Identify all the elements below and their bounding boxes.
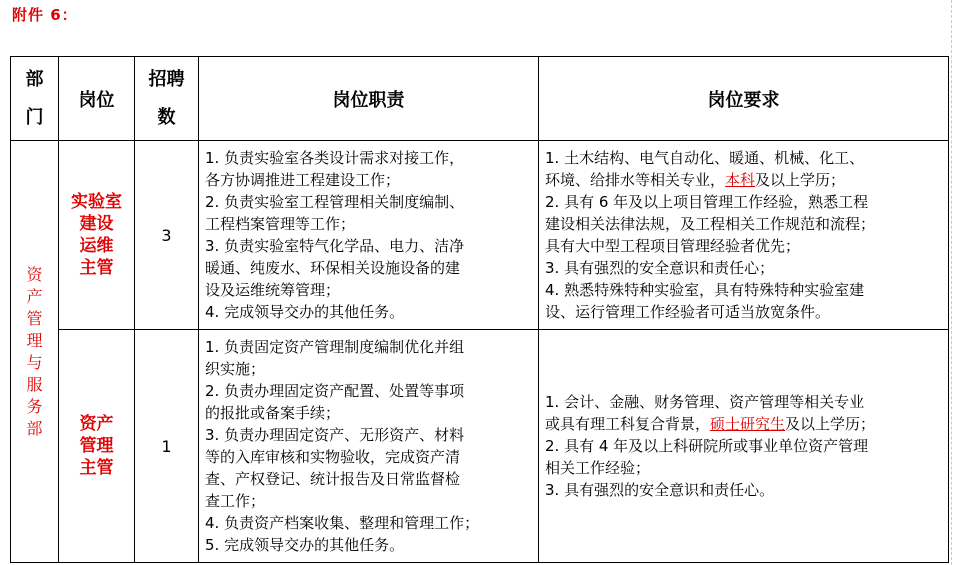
duty-line: 3. 负责实验室特气化学品、电力、洁净	[205, 237, 465, 255]
requirement-text: 及以上学历；	[755, 171, 846, 189]
department-char: 资	[26, 264, 43, 284]
duty-line: 4. 负责资产档案收集、整理和管理工作；	[205, 514, 480, 532]
position-line: 实验室	[71, 192, 122, 212]
position-line: 管理	[79, 436, 114, 456]
header-position: 岗位	[59, 57, 135, 141]
duty-line: 等的入库审核和实物验收，完成资产清	[205, 448, 461, 466]
requirements-cell	[539, 330, 949, 563]
duty-line: 设及运维统筹管理；	[205, 281, 341, 299]
position-cell	[59, 330, 135, 563]
position-line: 主管	[79, 258, 114, 278]
header-dept-char: 部	[25, 68, 44, 90]
duties-cell	[199, 141, 539, 330]
duty-line: 查、产权登记、统计报告及日常监督检	[205, 470, 461, 488]
requirement-text: 及以上学历；	[785, 415, 876, 433]
position-line: 资产	[79, 414, 114, 434]
department-char: 产	[26, 286, 43, 306]
requirement-line: 2. 具有 6 年及以上项目管理工作经验，熟悉工程	[545, 193, 869, 211]
position-line: 运维	[79, 236, 114, 256]
requirement-line: 3. 具有强烈的安全意识和责任心。	[545, 481, 775, 499]
attachment-label: 附件 6：	[12, 6, 78, 24]
page-margin-guide	[951, 0, 953, 565]
header-count-line: 数	[157, 106, 176, 128]
header-count-line: 招聘	[148, 68, 185, 90]
requirement-line: 相关工作经验；	[545, 459, 651, 477]
count-cell: 3	[135, 141, 199, 330]
position-line: 主管	[79, 458, 114, 478]
header-dept	[11, 57, 59, 141]
duty-line: 工程档案管理等工作；	[205, 215, 356, 233]
requirement-text: 或具有理工科复合背景，	[545, 415, 711, 433]
table-row	[11, 330, 949, 563]
header-requirements: 岗位要求	[539, 57, 949, 141]
duty-line: 5. 完成领导交办的其他任务。	[205, 536, 405, 554]
degree-highlight: 本科	[725, 171, 756, 189]
degree-highlight: 硕士研究生	[710, 415, 786, 433]
duty-line: 织实施；	[205, 360, 266, 378]
requirement-line: 2. 具有 4 年及以上科研院所或事业单位资产管理	[545, 437, 869, 455]
department-char: 与	[26, 352, 43, 372]
duty-line: 2. 负责办理固定资产配置、处置等事项	[205, 382, 465, 400]
header-duties: 岗位职责	[199, 57, 539, 141]
requirement-line: 1. 土木结构、电气自动化、暖通、机械、化工、	[545, 149, 865, 167]
duty-line: 1. 负责固定资产管理制度编制优化并组	[205, 338, 465, 356]
requirement-line: 4. 熟悉特殊特种实验室，具有特殊特种实验室建	[545, 281, 865, 299]
requirement-line: 具有大中型工程项目管理经验者优先；	[545, 237, 801, 255]
department-cell	[11, 141, 59, 563]
department-char: 服	[26, 374, 43, 394]
duties-cell	[199, 330, 539, 563]
requirement-line: 3. 具有强烈的安全意识和责任心；	[545, 259, 775, 277]
requirement-line: 设、运行管理工作经验者可适当放宽条件。	[545, 303, 831, 321]
duty-line: 2. 负责实验室工程管理相关制度编制、	[205, 193, 465, 211]
department-char: 部	[26, 418, 43, 438]
duty-line: 3. 负责办理固定资产、无形资产、材料	[205, 426, 465, 444]
requirement-text: 环境、给排水等相关专业，	[545, 171, 726, 189]
header-dept-char: 门	[25, 106, 44, 128]
requirement-line: 1. 会计、金融、财务管理、资产管理等相关专业	[545, 393, 865, 411]
duty-line: 4. 完成领导交办的其他任务。	[205, 303, 405, 321]
department-char: 管	[26, 308, 43, 328]
duty-line: 查工作；	[205, 492, 266, 510]
duty-line: 1. 负责实验室各类设计需求对接工作，	[205, 149, 465, 167]
table-row	[11, 141, 949, 330]
duty-line: 暖通、纯废水、环保相关设施设备的建	[205, 259, 461, 277]
count-cell: 1	[135, 330, 199, 563]
position-line: 建设	[79, 214, 114, 234]
requirement-line	[545, 413, 942, 435]
requirement-line: 建设相关法律法规，及工程相关工作规范和流程；	[545, 215, 876, 233]
requirement-line	[545, 169, 942, 191]
header-count	[135, 57, 199, 141]
position-cell	[59, 141, 135, 330]
department-char: 务	[26, 396, 43, 416]
duty-line: 的报批或备案手续；	[205, 404, 341, 422]
duty-line: 各方协调推进工程建设工作；	[205, 171, 401, 189]
job-table	[10, 56, 949, 563]
department-char: 理	[26, 330, 43, 350]
header-row	[11, 57, 949, 141]
requirements-cell	[539, 141, 949, 330]
